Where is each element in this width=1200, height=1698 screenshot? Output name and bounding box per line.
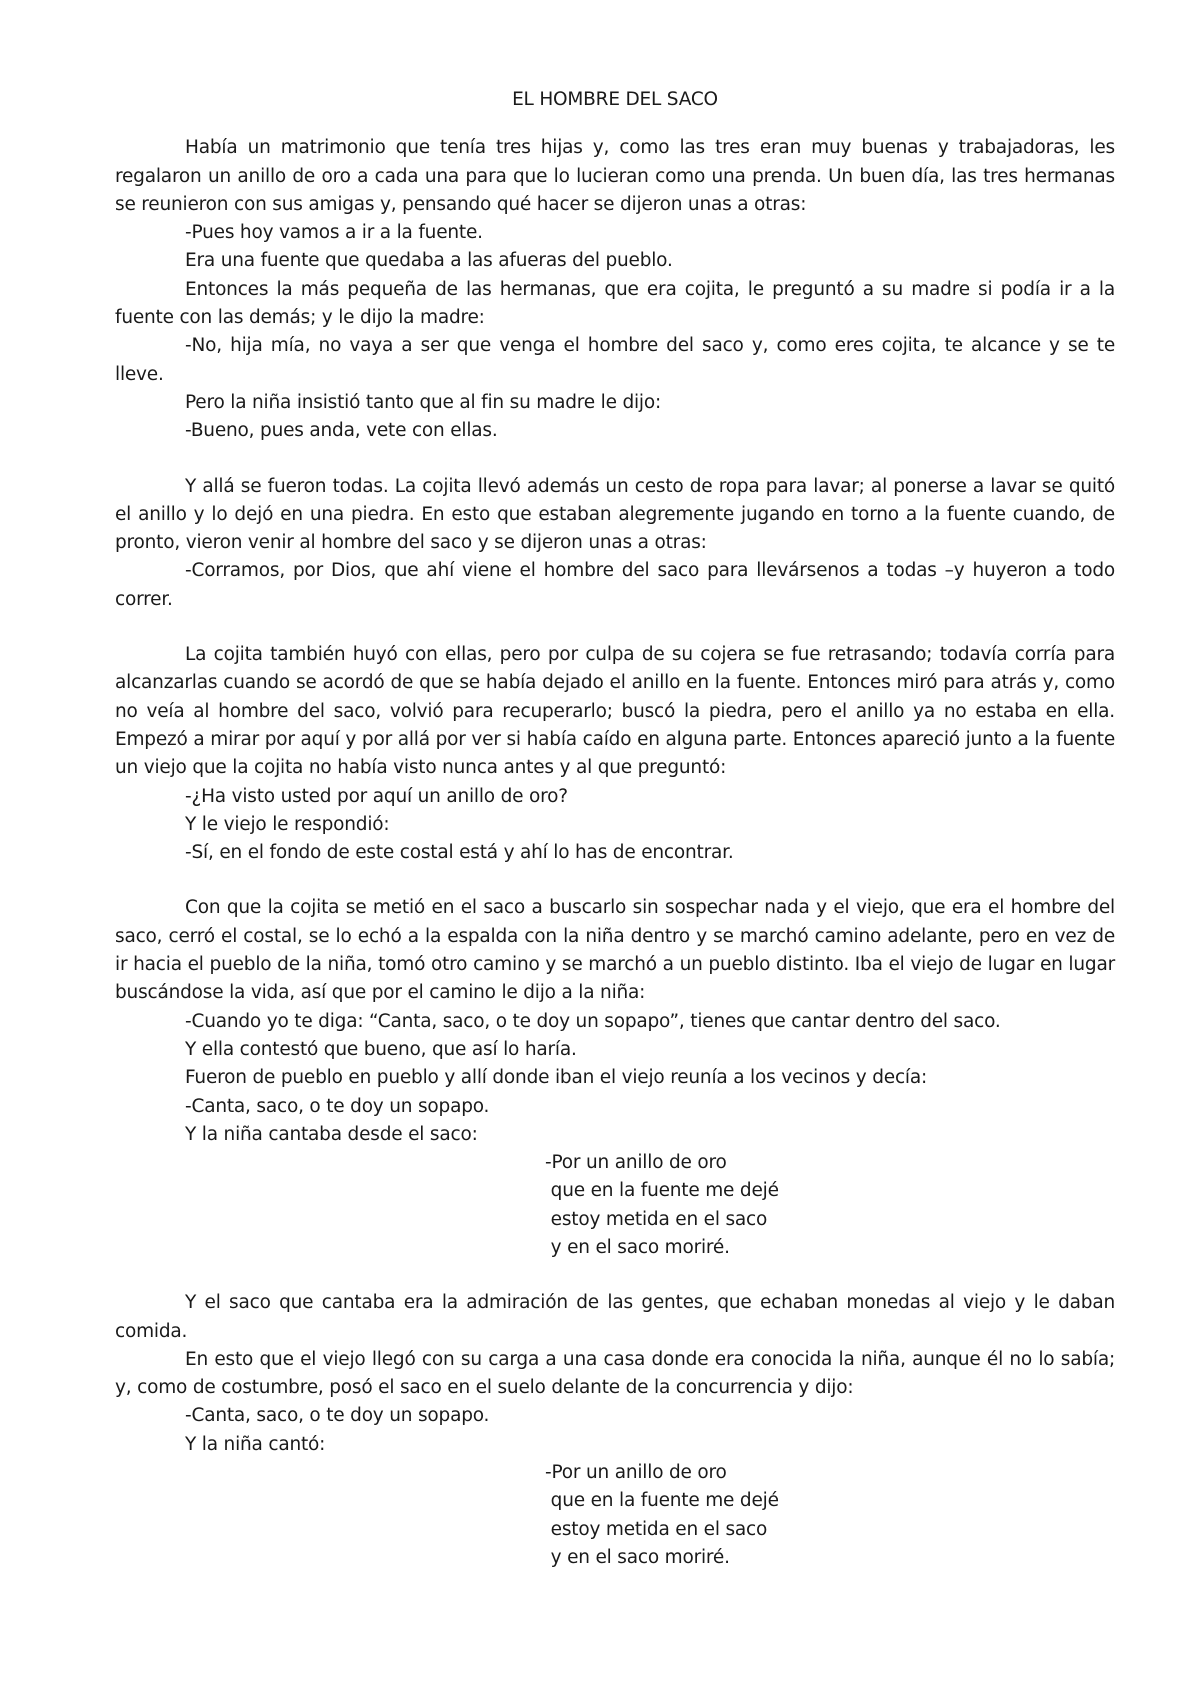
- paragraph: Y el saco que cantaba era la admiración de las gentes, que echaban monedas al viejo y le daban comida.: [115, 1292, 1115, 1342]
- verse-line: y en el saco moriré.: [545, 1546, 730, 1568]
- verse-line: y en el saco moriré.: [545, 1236, 730, 1258]
- song-verse: [115, 1149, 1115, 1262]
- song-verse: [115, 1459, 1115, 1572]
- dialogue-line: -Bueno, pues anda, vete con ellas.: [185, 420, 498, 442]
- paragraph: Y allá se fueron todas. La cojita llevó además un cesto de ropa para lavar; al ponerse a lavar se quitó el anillo y lo dejó en una piedra. En esto que estaban alegremente jugando en torno a la fuente cuando, de pronto, vieron venir al hombre del saco y se dijeron unas a otras:: [115, 475, 1115, 554]
- dialogue-line: Y la niña cantaba desde el saco:: [185, 1123, 478, 1145]
- dialogue-line: -¿Ha visto usted por aquí un anillo de oro?: [185, 785, 568, 807]
- dialogue-line: -Canta, saco, o te doy un sopapo.: [185, 1405, 490, 1427]
- paragraph: La cojita también huyó con ellas, pero por culpa de su cojera se fue retrasando; todavía corría para alcanzarlas cuando se acordó de que se había dejado el anillo en la fuente. Entonces miró para atrás y, como no veía al hombre del saco, volvió para recuperarlo; buscó la piedra, pero el anillo ya no estaba en ella. Empezó a mirar por aquí y por allá por ver si había caído en alguna parte. Entonces apareció junto a la fuente un viejo que la cojita no había visto nunca antes y al que preguntó:: [115, 644, 1115, 779]
- story-body: [115, 134, 1115, 1572]
- paragraph: Entonces la más pequeña de las hermanas, que era cojita, le preguntó a su madre si podía ir a la fuente con las demás; y le dijo la madre:: [115, 278, 1115, 329]
- verse-line: que en la fuente me dejé: [545, 1180, 779, 1202]
- paragraph-gap: [115, 1262, 1115, 1289]
- verse-line: -Por un anillo de oro: [545, 1462, 727, 1484]
- dialogue-line: Y le viejo le respondió:: [185, 813, 390, 835]
- paragraph-gap: [115, 614, 1115, 641]
- paragraph-gap: [115, 446, 1115, 473]
- paragraph: -No, hija mía, no vaya a ser que venga el hombre del saco y, como eres cojita, te alcance y se te lleve.: [115, 335, 1115, 385]
- dialogue-line: -Canta, saco, o te doy un sopapo.: [185, 1095, 490, 1117]
- document-title: EL HOMBRE DEL SACO: [512, 89, 718, 110]
- document-page: [115, 86, 1115, 1572]
- verse-line: estoy metida en el saco: [545, 1518, 768, 1540]
- paragraph: Con que la cojita se metió en el saco a buscarlo sin sospechar nada y el viejo, que era el hombre del saco, cerró el costal, se lo echó a la espalda con la niña dentro y se marchó camino adelante, pero en vez de ir hacia el pueblo de la niña, tomó otro camino y se marchó a un pueblo distinto. Iba el viejo de lugar en lugar buscándose la vida, así que por el camino le dijo a la niña:: [115, 897, 1115, 1004]
- dialogue-line: Y ella contestó que bueno, que así lo haría.: [185, 1038, 577, 1060]
- paragraph: -Corramos, por Dios, que ahí viene el hombre del saco para llevársenos a todas –y huyeron a todo correr.: [115, 560, 1115, 610]
- verse-line: estoy metida en el saco: [545, 1208, 768, 1230]
- paragraph: En esto que el viejo llegó con su carga a una casa donde era conocida la niña, aunque él no lo sabía; y, como de costumbre, posó el saco en el suelo delante de la concurrencia y dijo:: [115, 1348, 1115, 1399]
- verse-line: -Por un anillo de oro: [545, 1152, 727, 1174]
- dialogue-line: -Sí, en el fondo de este costal está y ahí lo has de encontrar.: [185, 842, 734, 864]
- dialogue-line: Era una fuente que quedaba a las afueras del pueblo.: [185, 250, 673, 272]
- dialogue-line: -Cuando yo te diga: “Canta, saco, o te doy un sopapo”, tienes que cantar dentro del saco.: [185, 1010, 1001, 1032]
- dialogue-line: -Pues hoy vamos a ir a la fuente.: [185, 222, 483, 244]
- dialogue-line: Fueron de pueblo en pueblo y allí donde iban el viejo reunía a los vecinos y decía:: [185, 1067, 928, 1089]
- paragraph: Había un matrimonio que tenía tres hijas y, como las tres eran muy buenas y trabajadoras, les regalaron un anillo de oro a cada una para que lo lucieran como una prenda. Un buen día, las tres hermanas se reunieron con sus amigas y, pensando qué hacer se dijeron unas a otras:: [115, 137, 1115, 215]
- dialogue-line: Y la niña cantó:: [185, 1433, 326, 1455]
- dialogue-line: Pero la niña insistió tanto que al fin su madre le dijo:: [185, 391, 662, 413]
- paragraph-gap: [115, 867, 1115, 894]
- verse-line: que en la fuente me dejé: [545, 1490, 779, 1512]
